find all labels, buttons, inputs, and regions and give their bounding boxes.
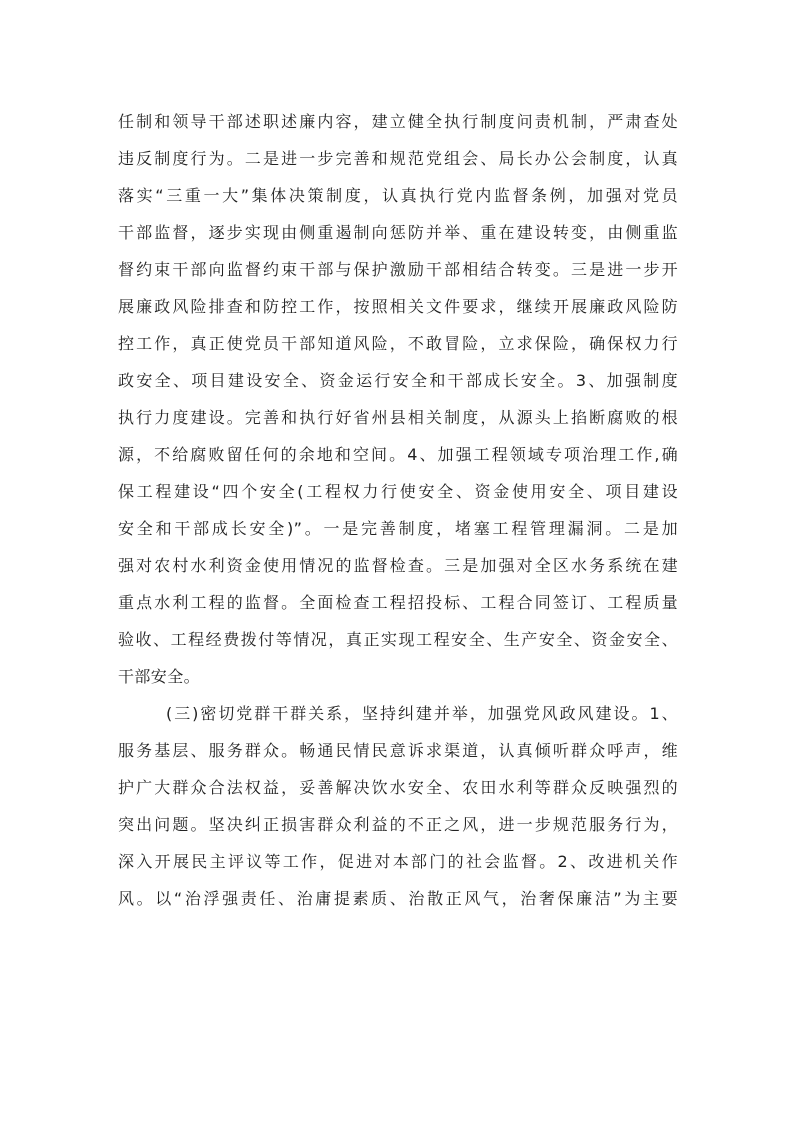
text-line: 干部监督，逐步实现由侧重遏制向惩防并举、重在建设转变，由侧重监: [118, 223, 678, 242]
text-line: 控工作，真正使党员干部知道风险，不敢冒险，立求保险，确保权力行: [118, 334, 678, 353]
text-line: 干部安全。: [118, 667, 201, 686]
text-line: 风。以“治浮强责任、治庸提素质、治散正风气，治奢保廉洁”为主要: [118, 889, 678, 908]
text-line: 突出问题。坚决纠正损害群众利益的不正之风，进一步规范服务行为，: [118, 815, 678, 834]
text-line: 展廉政风险排查和防控工作，按照相关文件要求，继续开展廉政风险防: [118, 297, 678, 316]
text-line: 验收、工程经费拨付等情况，真正实现工程安全、生产安全、资金安全、: [118, 630, 678, 649]
document-body: [118, 103, 678, 917]
text-line: 深入开展民主评议等工作，促进对本部门的社会监督。2、改进机关作: [118, 852, 678, 871]
paragraph-party-mass-relations: [118, 695, 678, 917]
text-line: 护广大群众合法权益，妥善解决饮水安全、农田水利等群众反映强烈的: [118, 778, 678, 797]
text-line: 执行力度建设。完善和执行好省州县相关制度，从源头上掐断腐败的根: [118, 408, 678, 427]
text-line: 落实“三重一大”集体决策制度，认真执行党内监督条例，加强对党员: [118, 186, 678, 205]
text-line: 保工程建设“四个安全(工程权力行使安全、资金使用安全、项目建设: [118, 482, 678, 501]
text-line: 违反制度行为。二是进一步完善和规范党组会、局长办公会制度，认真: [118, 149, 678, 168]
text-line: 政安全、项目建设安全、资金运行安全和干部成长安全。3、加强制度: [118, 371, 678, 390]
text-line: 源，不给腐败留任何的余地和空间。4、加强工程领域专项治理工作,确: [118, 445, 678, 464]
text-line: 督约束干部向监督约束干部与保护激励干部相结合转变。三是进一步开: [118, 260, 678, 279]
text-line: 重点水利工程的监督。全面检查工程招投标、工程合同签订、工程质量: [118, 593, 678, 612]
text-line: 强对农村水利资金使用情况的监督检查。三是加强对全区水务系统在建: [118, 556, 678, 575]
section-heading-line: (三)密切党群干群关系，坚持纠建并举，加强党风政风建设。1、: [166, 704, 678, 723]
text-line: 服务基层、服务群众。畅通民情民意诉求渠道，认真倾听群众呼声，维: [118, 741, 678, 760]
paragraph-institution-building: [118, 103, 678, 695]
text-line: 安全和干部成长安全)”。一是完善制度，堵塞工程管理漏洞。二是加: [118, 519, 678, 538]
text-line: 任制和领导干部述职述廉内容，建立健全执行制度问责机制，严肃查处: [118, 112, 678, 131]
